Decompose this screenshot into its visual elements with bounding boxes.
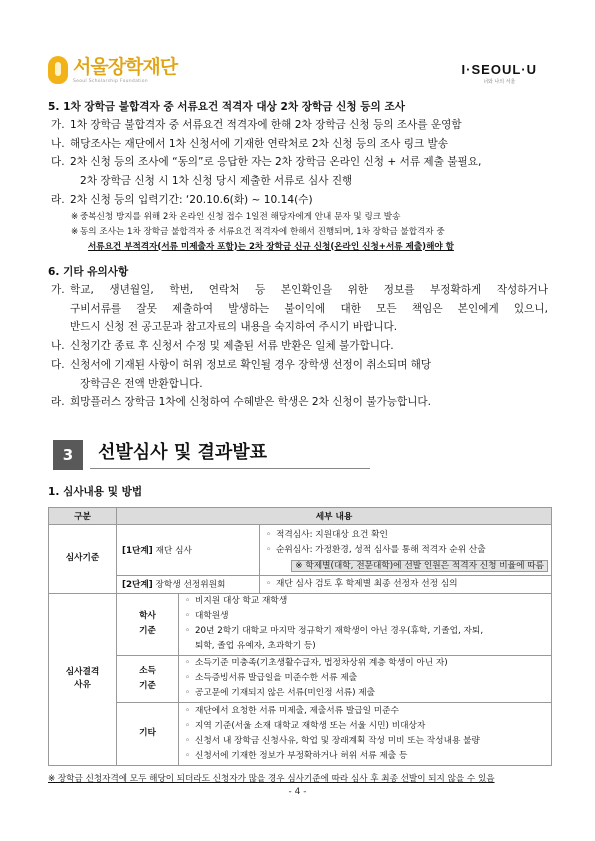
subsection-title: 1. 심사내용 및 방법 <box>48 486 143 498</box>
item-continuation: 구비서류를 잘못 제출하여 발생하는 불이익에 대한 모든 책임은 본인에게 있으니, <box>70 302 548 315</box>
stage1-text: 재단 심사 <box>152 545 192 556</box>
criteria-table <box>48 507 552 766</box>
income-label <box>117 655 179 702</box>
foundation-logo <box>48 56 177 84</box>
stage2-item-cell <box>260 575 552 593</box>
page-number: - 4 - <box>288 787 307 797</box>
item-continuation: 반드시 신청 전 공고문과 참고자료의 내용을 숙지하여 주시기 바랍니다. <box>70 321 398 334</box>
item-text: 2차 신청 등의 조사에 “동의”로 응답한 자는 2차 장학금 온라인 신청 + 서류 제출 불필요, <box>70 156 482 169</box>
note-bold-text: 서류요건 부적격자(서류 미제출자 포함)는 2차 장학금 신규 신청(온라인 신청+서류 제출)해야 함 <box>88 241 454 252</box>
note-text: 중복신청 방지를 위해 2차 온라인 신청 접수 1일전 해당자에게 안내 문자 및 링크 발송 <box>80 211 401 222</box>
bullet: ◦ <box>185 596 191 606</box>
foundation-logo-subtext: Seoul Scholarship Foundation <box>73 78 148 84</box>
criteria-label: 심사기준 <box>49 525 117 594</box>
list-item: 20년 2학기 대학교 마지막 정규학기 재학생이 아닌 경우(휴학, 기졸업, 자퇴, <box>195 626 484 636</box>
bullet: ◦ <box>266 530 272 540</box>
fail-label <box>49 593 117 765</box>
table-row <box>49 525 552 559</box>
bullet: ◦ <box>185 735 191 746</box>
section-6 <box>48 266 548 279</box>
bullet: ◦ <box>185 720 191 731</box>
section-number-badge: 3 <box>53 440 83 470</box>
item-marker: 다. <box>51 358 65 371</box>
stage2-tag: [2단계] <box>122 580 153 590</box>
section-divider <box>90 468 370 469</box>
section-6-items <box>48 281 548 412</box>
list-item: 재단 심사 검토 후 학제별 최종 선정자 선정 심의 <box>276 578 458 589</box>
seoul-logo-subtext: 너와 나의 서울 <box>483 79 516 85</box>
bullet: ◦ <box>185 611 191 621</box>
stage2-cell <box>117 575 260 593</box>
list-item: 소득기준 미충족(기초생활수급자, 법정차상위 계층 학생이 아닌 자) <box>195 658 448 668</box>
list-item: 순위심사: 가정환경, 성적 심사를 통해 적격자 순위 산출 <box>276 545 486 555</box>
group-label-line: 기준 <box>139 680 156 691</box>
note-text: 동의 조사는 1차 장학금 불합격자 중 서류요건 적격자에 한해서 진행되며, 1차 장학금 불합격자 중 <box>80 226 445 237</box>
seoul-logo <box>462 62 537 85</box>
other-label: 기타 <box>117 702 179 765</box>
list-item: 재단에서 요청한 서류 미제출, 제출서류 발급일 미준수 <box>195 705 399 716</box>
group-label-line: 기준 <box>139 626 156 636</box>
item-marker: 라. <box>51 193 65 206</box>
academic-items-cell <box>179 593 552 655</box>
footnote: ※ 장학금 신청자격에 모두 해당이 되더라도 신청자가 많을 경우 심사기준에 따라 심사 후 최종 선발이 되지 않을 수 있음 <box>48 774 495 784</box>
foundation-logo-text: 서울장학재단 <box>73 55 178 78</box>
academic-label <box>117 593 179 655</box>
seoul-logo-text: I·SEOUL·U <box>461 62 537 77</box>
fail-label-line: 심사결격 <box>65 667 100 677</box>
bullet: ◦ <box>185 673 191 683</box>
list-item: 비지원 대상 학교 재학생 <box>195 596 288 606</box>
table-row <box>49 702 552 765</box>
item-text: 1차 장학금 불합격자 중 서류요건 적격자에 한해 2차 장학금 신청 등의 조사를 운영함 <box>70 119 462 131</box>
stage1-tag: [1단계] <box>122 545 153 556</box>
stage1-cell <box>117 525 260 576</box>
list-item: 신청서 내 장학금 신청사유, 학업 및 장래계획 작성 미비 또는 작성내용 불량 <box>195 735 480 746</box>
table-header: 구분 <box>49 508 117 525</box>
table-header: 세부 내용 <box>117 508 552 525</box>
item-text: 신청기간 종료 후 신청서 수정 및 제출된 서류 반환은 일체 불가합니다. <box>70 340 394 353</box>
stage2-text: 장학생 선정위원회 <box>152 580 226 590</box>
stage1-items-cell <box>260 525 552 559</box>
section-5-items <box>48 116 548 255</box>
item-marker: 가. <box>51 119 65 131</box>
group-label-line: 학사 <box>139 611 156 621</box>
item-marker: 나. <box>51 340 65 353</box>
section-title: 선발심사 및 결과발표 <box>98 442 268 463</box>
section-6-title: 6. 기타 유의사항 <box>48 266 129 278</box>
item-text: 해당조사는 재단에서 1차 신청서에 기재한 연락처로 2차 신청 등의 조사 링크 발송 <box>70 137 448 150</box>
item-marker: 다. <box>51 156 65 169</box>
note-marker: ※ <box>71 211 79 222</box>
list-item: 대학원생 <box>195 611 229 621</box>
group-label-line: 소득 <box>139 665 156 676</box>
item-marker: 나. <box>51 137 65 150</box>
note-marker: ※ <box>71 226 79 237</box>
bullet: ◦ <box>185 626 191 636</box>
list-item-continuation: 퇴학, 졸업 유예자, 초과학기 등) <box>195 641 316 651</box>
item-marker: 라. <box>51 396 65 409</box>
bullet: ◦ <box>185 658 191 668</box>
item-text: 희망플러스 장학금 1차에 신청하여 수혜받은 학생은 2차 신청이 불가능합니다. <box>70 396 432 409</box>
item-text: 2차 신청 등의 입력기간: ‘20.10.6(화) ~ 10.14(수) <box>70 193 313 206</box>
foundation-logo-icon <box>48 56 68 84</box>
stage1-note: ※ 학제별(대학, 전문대학)에 선발 인원은 적격자 신청 비율에 따름 <box>291 560 548 572</box>
item-marker: 가. <box>51 284 65 296</box>
income-items-cell <box>179 655 552 702</box>
table-row <box>49 593 552 655</box>
bullet: ◦ <box>185 688 191 698</box>
list-item: 지역 기준(서울 소재 대학교 재학생 또는 서울 시민) 비대상자 <box>195 720 426 731</box>
table-row <box>49 655 552 702</box>
list-item: 소득증빙서류 발급일을 미준수한 서류 제출 <box>195 673 358 683</box>
bullet: ◦ <box>185 705 191 716</box>
fail-label-line: 사유 <box>74 680 91 690</box>
item-text: 학교, 생년월일, 학번, 연락처 등 본인확인을 위한 정보를 부정확하게 작성하거나 <box>70 284 548 296</box>
item-continuation: 장학금은 전액 반환합니다. <box>80 377 203 390</box>
list-item: 공고문에 기재되지 않은 서류(미인정 서류) 제출 <box>195 688 376 698</box>
other-items-cell <box>179 702 552 765</box>
table-row <box>49 575 552 593</box>
bullet: ◦ <box>266 578 272 589</box>
bullet: ◦ <box>266 545 272 555</box>
bullet: ◦ <box>185 750 191 761</box>
subsection-heading <box>48 486 548 499</box>
item-text: 신청서에 기재된 사항이 허위 정보로 확인될 경우 장학생 선정이 취소되며 해당 <box>70 358 432 371</box>
list-item: 신청서에 기재한 정보가 부정확하거나 허위 서류 제출 등 <box>195 750 408 761</box>
table-header-row <box>49 508 552 525</box>
item-continuation: 2차 장학금 신청 시 1차 신청 당시 제출한 서류로 심사 진행 <box>80 175 353 188</box>
section-5-title: 5. 1차 장학금 불합격자 중 서류요건 적격자 대상 2차 장학금 신청 등의 조사 <box>48 101 405 113</box>
stage1-note-cell <box>260 558 552 575</box>
section-5 <box>48 101 548 114</box>
list-item: 적격심사: 지원대상 요건 확인 <box>276 530 388 540</box>
